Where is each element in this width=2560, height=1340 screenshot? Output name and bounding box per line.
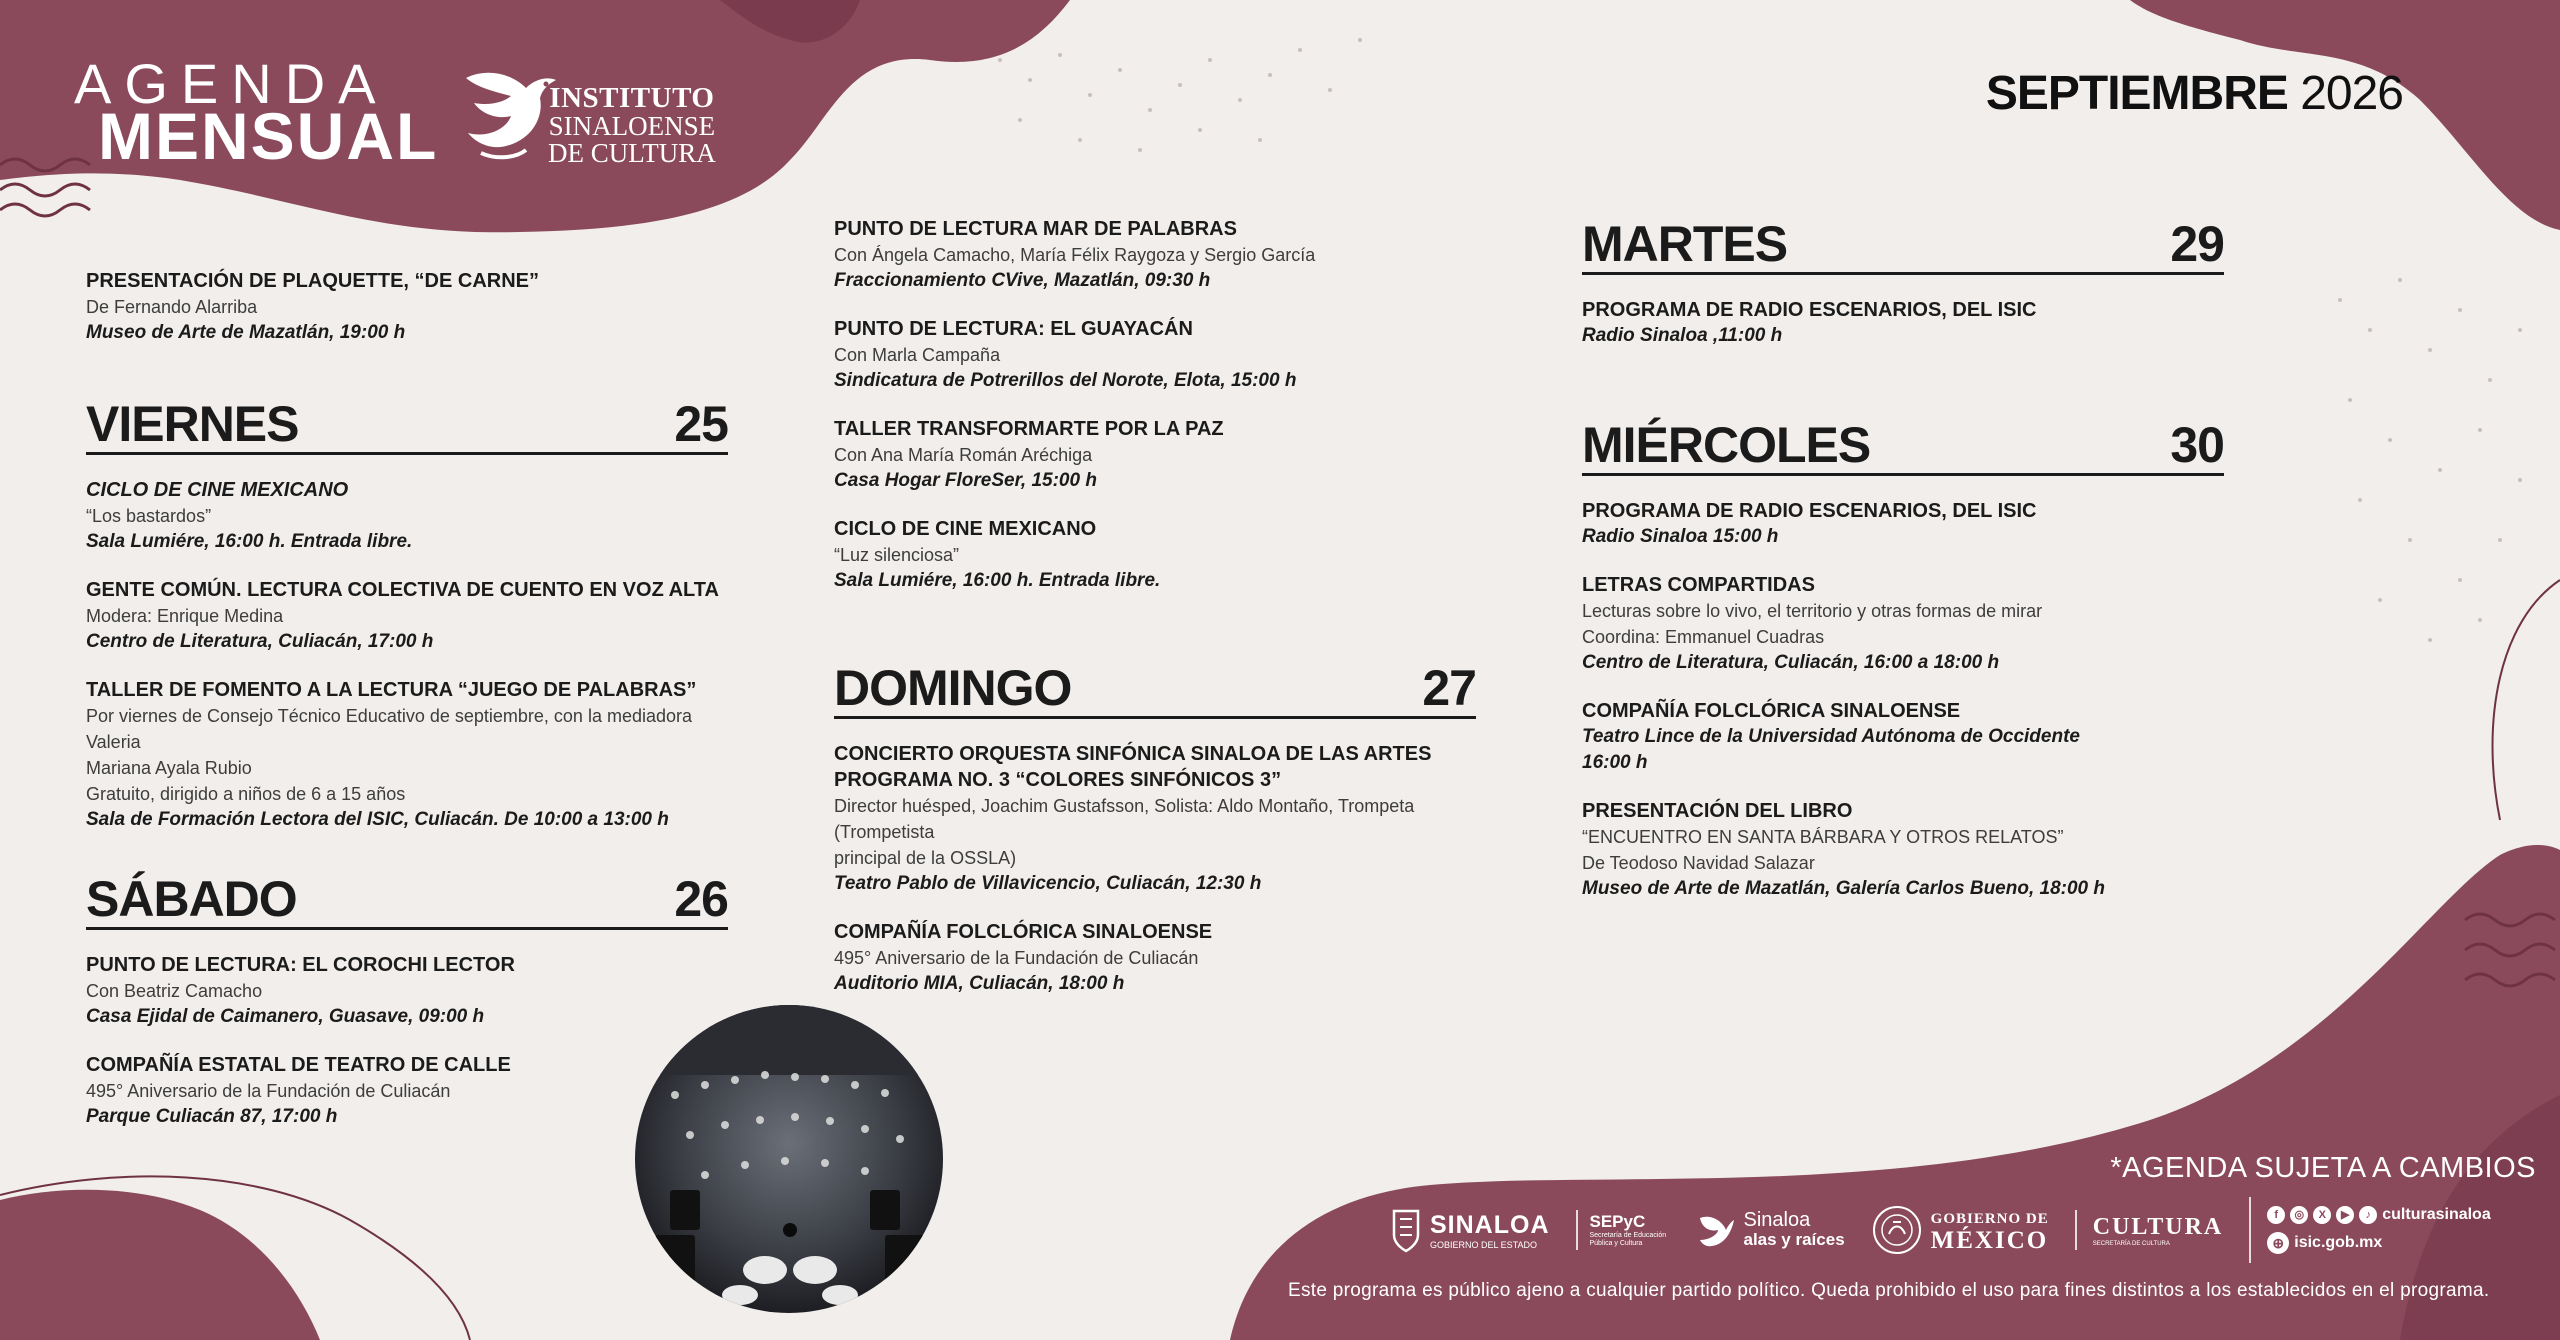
event-detail: Gratuito, dirigido a niños de 6 a 15 años: [86, 784, 406, 804]
website-row[interactable]: [2267, 1232, 2490, 1254]
day-number: 27: [1422, 660, 1476, 716]
institute-name: [548, 84, 716, 167]
event-title: PRESENTACIÓN DEL LIBRO: [1582, 800, 1853, 822]
event-title: COMPAÑÍA FOLCLÓRICA SINALOENSE: [1582, 700, 1961, 722]
agenda-title-line2: MENSUAL: [98, 99, 439, 173]
event-location: Sindicatura de Potrerillos del Norote, Elota, 15:00 h: [834, 370, 1297, 391]
event-detail: 495° Aniversario de la Fundación de Culiacán: [834, 948, 1199, 968]
event-sunday-1: [834, 741, 1476, 897]
event-detail: Modera: Enrique Medina: [86, 606, 284, 626]
column-2: [834, 216, 1476, 1019]
disclaimer-text: Este programa es público ajeno a cualquier partido político. Queda prohibido el uso para fines distintos a los establecidos en el programa.: [1288, 1280, 2490, 1301]
day-name: DOMINGO: [834, 660, 1072, 716]
sepyc-sub: Secretaría de Educación Pública y Cultura: [1589, 1232, 1667, 1247]
sinaloa-shield-icon: [1390, 1205, 1422, 1255]
day-number: 29: [2170, 216, 2224, 272]
event-location: Centro de Literatura, Culiacán, 16:00 a 18:00 h: [1582, 652, 2000, 673]
social-handle[interactable]: culturasinaloa: [2382, 1206, 2491, 1223]
event-title: PROGRAMA DE RADIO ESCENARIOS, DEL ISIC: [1582, 500, 2037, 522]
event-location: Parque Culiacán 87, 17:00 h: [86, 1106, 338, 1127]
tiktok-icon[interactable]: ♪: [2359, 1206, 2377, 1224]
event-location: Fraccionamiento CVive, Mazatlán, 09:30 h: [834, 270, 1211, 291]
event-location: Teatro Pablo de Villavicencio, Culiacán, 12:30 h: [834, 873, 1262, 894]
event-location: Auditorio MIA, Culiacán, 18:00 h: [834, 973, 1125, 994]
event-detail: Coordina: Emmanuel Cuadras: [1582, 627, 1825, 647]
event-title: PROGRAMA DE RADIO ESCENARIOS, DEL ISIC: [1582, 299, 2037, 321]
event-detail: Mariana Ayala Rubio: [86, 758, 252, 778]
event-col2-4: [834, 516, 1476, 594]
bird-wing-icon: [1696, 1210, 1736, 1250]
youtube-icon[interactable]: ▶: [2336, 1206, 2354, 1224]
day-name: VIERNES: [86, 396, 299, 452]
sponsor-logos: [1390, 1200, 2491, 1260]
sepyc-label: SEPyC: [1589, 1212, 1646, 1231]
day-number: 25: [674, 396, 728, 452]
day-header-tuesday: [1582, 218, 2224, 275]
instagram-icon[interactable]: ◎: [2290, 1206, 2308, 1224]
event-detail: “ENCUENTRO EN SANTA BÁRBARA Y OTROS RELATOS”: [1582, 827, 2064, 847]
facebook-icon[interactable]: f: [2267, 1206, 2285, 1224]
event-detail: Con Marla Campaña: [834, 345, 1001, 365]
event-detail: Por viernes de Consejo Técnico Educativo de septiembre, con la mediadora Valeria: [86, 706, 693, 752]
month-year-heading: [1986, 66, 2403, 121]
event-friday-2: [86, 577, 728, 655]
event-detail: “Luz silenciosa”: [834, 545, 960, 565]
sinaloa-label: SINALOA: [1430, 1210, 1550, 1239]
event-saturday-1: [86, 952, 728, 1030]
day-header-friday: [86, 398, 728, 455]
event-title: COMPAÑÍA FOLCLÓRICA SINALOENSE: [834, 921, 1213, 943]
event-title: CICLO DE CINE MEXICANO: [86, 479, 349, 501]
event-location: Sala Lumiére, 16:00 h. Entrada libre.: [834, 570, 1161, 591]
cultura-sub: SECRETARÍA DE CULTURA: [2092, 1240, 2170, 1247]
event-location: Museo de Arte de Mazatlán, 19:00 h: [86, 322, 406, 343]
column-1: [86, 268, 728, 1152]
event-wednesday-2: [1582, 572, 2224, 676]
cultura-logo: [2093, 1214, 2223, 1247]
event-detail: Lecturas sobre lo vivo, el territorio y otras formas de mirar: [1582, 601, 2043, 621]
event-title: PRESENTACIÓN DE PLAQUETTE, “DE CARNE”: [86, 270, 539, 292]
divider: [2249, 1197, 2251, 1263]
sinaloa-sub: GOBIERNO DEL ESTADO: [1430, 1239, 1538, 1250]
institute-line1: INSTITUTO: [549, 82, 715, 114]
day-name: MARTES: [1582, 216, 1788, 272]
event-wednesday-1: [1582, 498, 2224, 550]
event-location: Casa Ejidal de Caimanero, Guasave, 09:00 h: [86, 1006, 485, 1027]
event-title-line2: PROGRAMA NO. 3 “COLORES SINFÓNICOS 3”: [834, 769, 1282, 791]
event-location: Radio Sinaloa 15:00 h: [1582, 526, 1779, 547]
year-label: 2026: [2300, 67, 2403, 120]
event-location: Teatro Lince de la Universidad Autónoma de Occidente: [1582, 726, 2080, 747]
day-name: SÁBADO: [86, 871, 297, 927]
website-link[interactable]: isic.gob.mx: [2294, 1234, 2383, 1251]
event-location: Radio Sinaloa ,11:00 h: [1582, 325, 1783, 346]
month-label: SEPTIEMBRE: [1985, 67, 2288, 120]
event-col2-3: [834, 416, 1476, 494]
event-col2-2: [834, 316, 1476, 394]
orchestra-image: [635, 1005, 943, 1313]
social-handle-row[interactable]: [2267, 1206, 2490, 1224]
event-sunday-2: [834, 919, 1476, 997]
event-location: Sala Lumiére, 16:00 h. Entrada libre.: [86, 531, 413, 552]
alas-label-1: Sinaloa: [1743, 1209, 1811, 1231]
event-detail: “Los bastardos”: [86, 506, 212, 526]
globe-icon: ⊕: [2267, 1232, 2289, 1254]
social-links: [2267, 1206, 2490, 1254]
event-title: TALLER TRANSFORMARTE POR LA PAZ: [834, 418, 1224, 440]
event-title: PUNTO DE LECTURA: EL GUAYACÁN: [834, 318, 1193, 340]
alas-raices-logo: [1696, 1210, 1845, 1250]
divider: [1576, 1210, 1578, 1250]
gobierno-mexico-logo: [1871, 1204, 2049, 1256]
event-detail: Director huésped, Joachim Gustafsson, Solista: Aldo Montaño, Trompeta (Trompetista: [834, 796, 1415, 842]
event-title: CICLO DE CINE MEXICANO: [834, 518, 1097, 540]
institute-line3: DE CULTURA: [548, 138, 716, 168]
institute-line2: SINALOENSE: [548, 111, 716, 141]
event-title: TALLER DE FOMENTO A LA LECTURA “JUEGO DE PALABRAS”: [86, 679, 697, 701]
event-location-line2: 16:00 h: [1582, 752, 1648, 773]
event-tuesday-1: [1582, 297, 2224, 349]
event-title: PUNTO DE LECTURA MAR DE PALABRAS: [834, 218, 1237, 240]
sinaloa-logo: [1390, 1205, 1550, 1255]
agenda-title-line1: AGENDA: [74, 52, 389, 115]
event-col2-1: [834, 216, 1476, 294]
event-detail: De Teodoso Navidad Salazar: [1582, 853, 1815, 873]
divider: [2075, 1210, 2077, 1250]
event-title: LETRAS COMPARTIDAS: [1582, 574, 1815, 596]
column-3: [1582, 218, 2224, 924]
event-title: CONCIERTO ORQUESTA SINFÓNICA SINALOA DE LAS ARTES: [834, 743, 1432, 765]
cultura-label: CULTURA: [2092, 1213, 2224, 1240]
x-icon[interactable]: X: [2313, 1206, 2331, 1224]
event-intro: [86, 268, 728, 346]
orchestra-photo: [635, 1005, 943, 1313]
event-wednesday-3: [1582, 698, 2224, 776]
event-detail: Con Beatriz Camacho: [86, 981, 263, 1001]
day-number: 26: [674, 871, 728, 927]
gob-label-1: GOBIERNO DE: [1930, 1211, 2049, 1227]
event-location: Museo de Arte de Mazatlán, Galería Carlos Bueno, 18:00 h: [1582, 878, 2106, 899]
sepyc-logo: [1590, 1212, 1670, 1248]
alas-label-2: alas y raíces: [1743, 1230, 1845, 1249]
gob-label-2: MÉXICO: [1930, 1227, 2049, 1254]
event-location: Casa Hogar FloreSer, 15:00 h: [834, 470, 1097, 491]
schedule-changes-note: *AGENDA SUJETA A CAMBIOS: [2110, 1152, 2536, 1184]
day-number: 30: [2170, 417, 2224, 473]
event-detail: 495° Aniversario de la Fundación de Culiacán: [86, 1081, 451, 1101]
event-friday-1: [86, 477, 728, 555]
event-detail: principal de la OSSLA): [834, 848, 1017, 868]
event-location: Sala de Formación Lectora del ISIC, Culiacán. De 10:00 a 13:00 h: [86, 809, 669, 830]
event-saturday-2: [86, 1052, 728, 1130]
day-header-saturday: [86, 873, 728, 930]
event-location: Centro de Literatura, Culiacán, 17:00 h: [86, 631, 434, 652]
event-wednesday-4: [1582, 798, 2224, 902]
national-seal-icon: [1871, 1204, 1923, 1256]
event-title: COMPAÑÍA ESTATAL DE TEATRO DE CALLE: [86, 1054, 511, 1076]
event-friday-3: [86, 677, 728, 833]
day-name: MIÉRCOLES: [1582, 417, 1871, 473]
event-title: PUNTO DE LECTURA: EL COROCHI LECTOR: [86, 954, 515, 976]
day-header-sunday: [834, 662, 1476, 719]
event-detail: Con Ana María Román Aréchiga: [834, 445, 1093, 465]
event-title: GENTE COMÚN. LECTURA COLECTIVA DE CUENTO EN VOZ ALTA: [86, 579, 719, 601]
event-detail: Con Ángela Camacho, María Félix Raygoza y Sergio García: [834, 245, 1316, 265]
day-header-wednesday: [1582, 419, 2224, 476]
event-detail: De Fernando Alarriba: [86, 297, 258, 317]
